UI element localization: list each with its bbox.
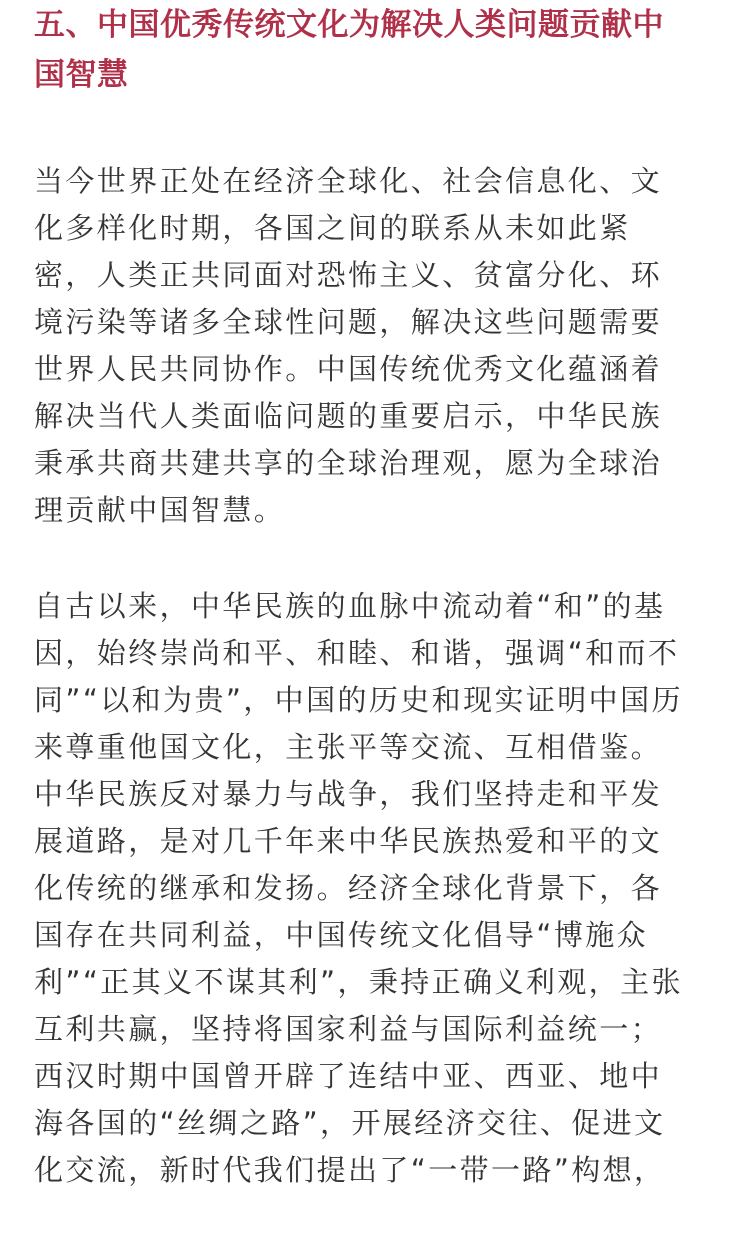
heading-line: 五、中国优秀传统文化为解决人类问题贡献中 (34, 7, 664, 43)
paragraph-line: 境污染等诸多全球性问题，解决这些问题需要 (34, 305, 663, 339)
paragraph-line: 世界人民共同协作。中国传统优秀文化蕴涵着 (34, 352, 663, 386)
article (34, 0, 718, 1194)
paragraph-line: 同”“以和为贵”，中国的历史和现实证明中国历 (34, 683, 683, 717)
paragraph-line: 中华民族反对暴力与战争，我们坚持走和平发 (34, 777, 663, 811)
paragraph-line: 密，人类正共同面对恐怖主义、贫富分化、环 (34, 258, 663, 292)
paragraph-line: 西汉时期中国曾开辟了连结中亚、西亚、地中 (34, 1059, 663, 1093)
heading-line: 国智慧 (34, 57, 129, 93)
paragraph-line: 化交流，新时代我们提出了“一带一路”构想， (34, 1153, 666, 1187)
paragraph-line: 理贡献中国智慧。 (34, 493, 286, 527)
paragraph-2 (34, 583, 718, 1194)
paragraph-line: 利”“正其义不谋其利”，秉持正确义利观，主张 (34, 965, 683, 999)
paragraph-line: 自古以来，中华民族的血脉中流动着“和”的基 (34, 589, 666, 623)
paragraph-line: 互利共赢，坚持将国家利益与国际利益统一； (34, 1012, 663, 1046)
paragraph-line: 当今世界正处在经济全球化、社会信息化、文 (34, 164, 663, 198)
paragraph-line: 来尊重他国文化，主张平等交流、互相借鉴。 (34, 730, 663, 764)
paragraph-line: 展道路，是对几千年来中华民族热爱和平的文 (34, 824, 663, 858)
paragraph-line: 化多样化时期，各国之间的联系从未如此紧 (34, 211, 631, 245)
paragraph-line: 秉承共商共建共享的全球治理观，愿为全球治 (34, 446, 663, 480)
paragraph-line: 海各国的“丝绸之路”，开展经济交往、促进文 (34, 1106, 666, 1140)
section-heading (34, 0, 718, 100)
paragraph-line: 化传统的继承和发扬。经济全球化背景下，各 (34, 871, 663, 905)
paragraph-line: 国存在共同利益，中国传统文化倡导“博施众 (34, 918, 649, 952)
paragraph-line: 因，始终崇尚和平、和睦、和谐，强调“和而不 (34, 636, 680, 670)
paragraph-1 (34, 158, 718, 534)
paragraph-line: 解决当代人类面临问题的重要启示，中华民族 (34, 399, 663, 433)
